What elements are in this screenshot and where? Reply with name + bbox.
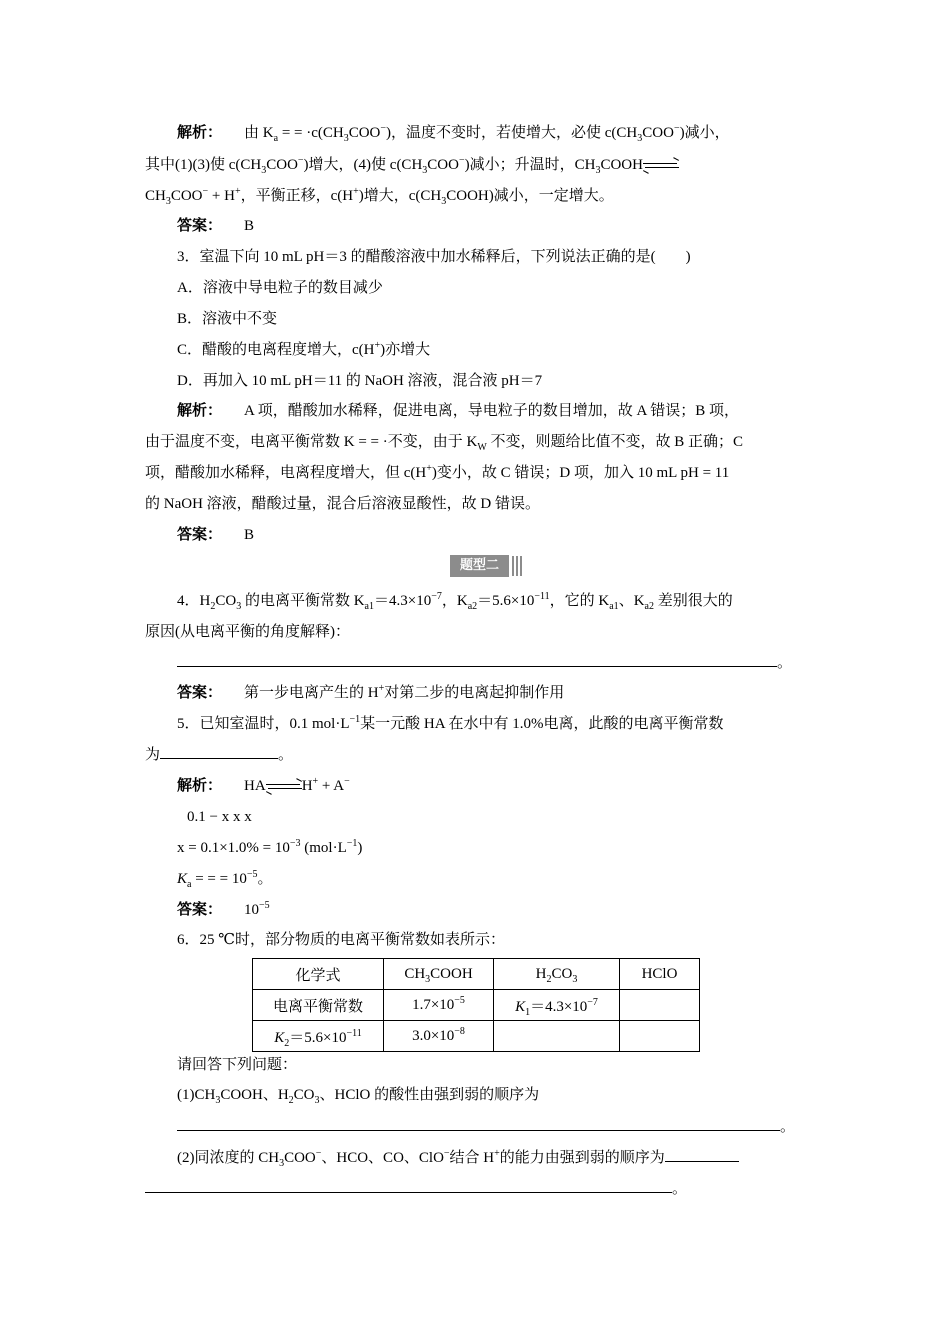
table-row <box>253 1021 700 1052</box>
q4-line1: 4．$H_2CO_3$ 的电离平衡常数 $K_{a1}=4.3\times 10^{-7}$，$K_{a2}=5.6\times 10^{-11}$，它的 $K_{a1}$、$K_{a2}$ 差别很大的 <box>177 591 733 612</box>
analysis3-line1: 解析： A 项，醋酸加水稀释，促进电离，导电粒子的数目增加，故 A 错误；B 项， <box>177 403 740 419</box>
q5-ka: $K_a$ = = = $10^{-5}$。 <box>177 869 273 890</box>
constants-table <box>252 958 700 1052</box>
q3-option-a: A．溶液中导电粒子的数目减少 <box>177 280 383 296</box>
q3-option-b: B．溶液中不变 <box>177 311 278 327</box>
q6-prompt: 请回答下列问题： <box>177 1057 298 1073</box>
q4-answer: 答案： 第一步电离产生的 H+对第二步的电离起抑制作用 <box>177 683 565 701</box>
table-cell <box>494 1021 620 1052</box>
table-cell: $3.0\times 10^{-8}$ <box>384 1021 494 1052</box>
q5-line2[interactable]: 为 。 <box>145 744 805 766</box>
q5-concentration-row: 0.1 − x x x <box>187 809 252 825</box>
answer1: 答案： B <box>177 218 255 234</box>
q4-line2: 原因(从电离平衡的角度解释)： <box>145 624 350 640</box>
table-cell <box>620 1021 700 1052</box>
table-cell: 电离平衡常数 <box>253 990 384 1021</box>
analysis3-line4: 的 NaOH 溶液，醋酸过量，混合后溶液显酸性，故 D 错误。 <box>145 496 540 512</box>
analysis1-line2: 其中(1)(3)使 $c(CH_3COO^-)$增大，(4)使 $c(CH_3COO^-)$减小；升温时，$CH_3COOH$ <box>145 154 805 176</box>
q3-stem: 3．室温下向 10 mL pH＝3 的醋酸溶液中加水稀释后，下列说法正确的是( ) <box>177 249 691 265</box>
q3-option-c: C．醋酸的电离程度增大，c(H+)亦增大 <box>177 340 431 358</box>
section-badge-label: 题型二 <box>450 555 509 577</box>
analysis1-line3: $CH_3COO^- + H^+$，平衡正移，c(H+)增大，$c(CH_3COOH)$减小，一定增大。 <box>145 186 614 207</box>
analysis-label: 解析： <box>177 125 223 141</box>
q6-part2-blank[interactable]: 。 <box>145 1178 805 1200</box>
q5-line1: 5．已知室温时，0.1 $mol\cdot L^{-1}$某一元酸 HA 在水中有 1.0%电离，此酸的电离平衡常数 <box>177 714 724 732</box>
table-row <box>253 990 700 1021</box>
answer1-value: B <box>244 218 255 234</box>
q6-part1: $(1)CH_3COOH$、$H_2CO_3$、HClO 的酸性由强到弱的顺序为 <box>177 1087 540 1106</box>
q3-option-d: D．再加入 10 mL pH＝11 的 NaOH 溶液，混合液 pH＝7 <box>177 373 543 389</box>
table-cell: $CH_3COOH$ <box>384 959 494 990</box>
badge-stripes-icon <box>512 556 522 576</box>
table-cell: 化学式 <box>253 959 384 990</box>
q5-analysis-eq: 解析： HA H+ + A− <box>177 776 350 794</box>
table-cell: $H_2CO_3$ <box>494 959 620 990</box>
q6-stem: 6．25 ℃时，部分物质的电离平衡常数如表所示： <box>177 932 506 948</box>
q5-calc: $x = 0.1\times 1.0\% = 10^{-3}$ $(mol\cdot L^{-1})$ <box>177 838 363 856</box>
answer3: 答案： B <box>177 527 255 543</box>
analysis1-line1: 解析： 由 $K_a$ = = $\cdot c(CH_3COO^-)$，温度不变时，若使增大，必使 $c(CH_3COO^-)$减小， <box>177 123 730 144</box>
table-cell: $K_1=4.3\times 10^{-7}$ <box>494 990 620 1021</box>
equilibrium-arrow-icon <box>266 782 302 792</box>
table-cell: HClO <box>620 959 700 990</box>
table-cell: $K_2=5.6\times 10^{-11}$ <box>253 1021 384 1052</box>
q6-part1-blank[interactable]: 。 <box>177 1116 805 1138</box>
analysis3-line2: 由于温度不变，电离平衡常数 K = = ·不变，由于 $K_W$ 不变，则题给比值不变，故 B 正确；C <box>145 434 744 453</box>
analysis3-line3: 项，醋酸加水稀释，电离程度增大，但 c(H+)变小，故 C 错误；D 项，加入 10 mL pH = 11 <box>145 463 730 481</box>
table-cell <box>620 990 700 1021</box>
q4-answer-blank[interactable]: 。 <box>177 652 805 674</box>
table-cell: $1.7\times 10^{-5}$ <box>384 990 494 1021</box>
q5-answer: 答案： $10^{-5}$ <box>177 900 270 918</box>
section-badge <box>450 555 522 577</box>
q6-part2[interactable]: (2)同浓度的 $CH_3COO^-$、HCO、CO、ClO−结合 H+的能力由强到弱的顺序为 <box>177 1147 805 1169</box>
equilibrium-arrow-icon <box>643 161 679 171</box>
table-row <box>253 959 700 990</box>
